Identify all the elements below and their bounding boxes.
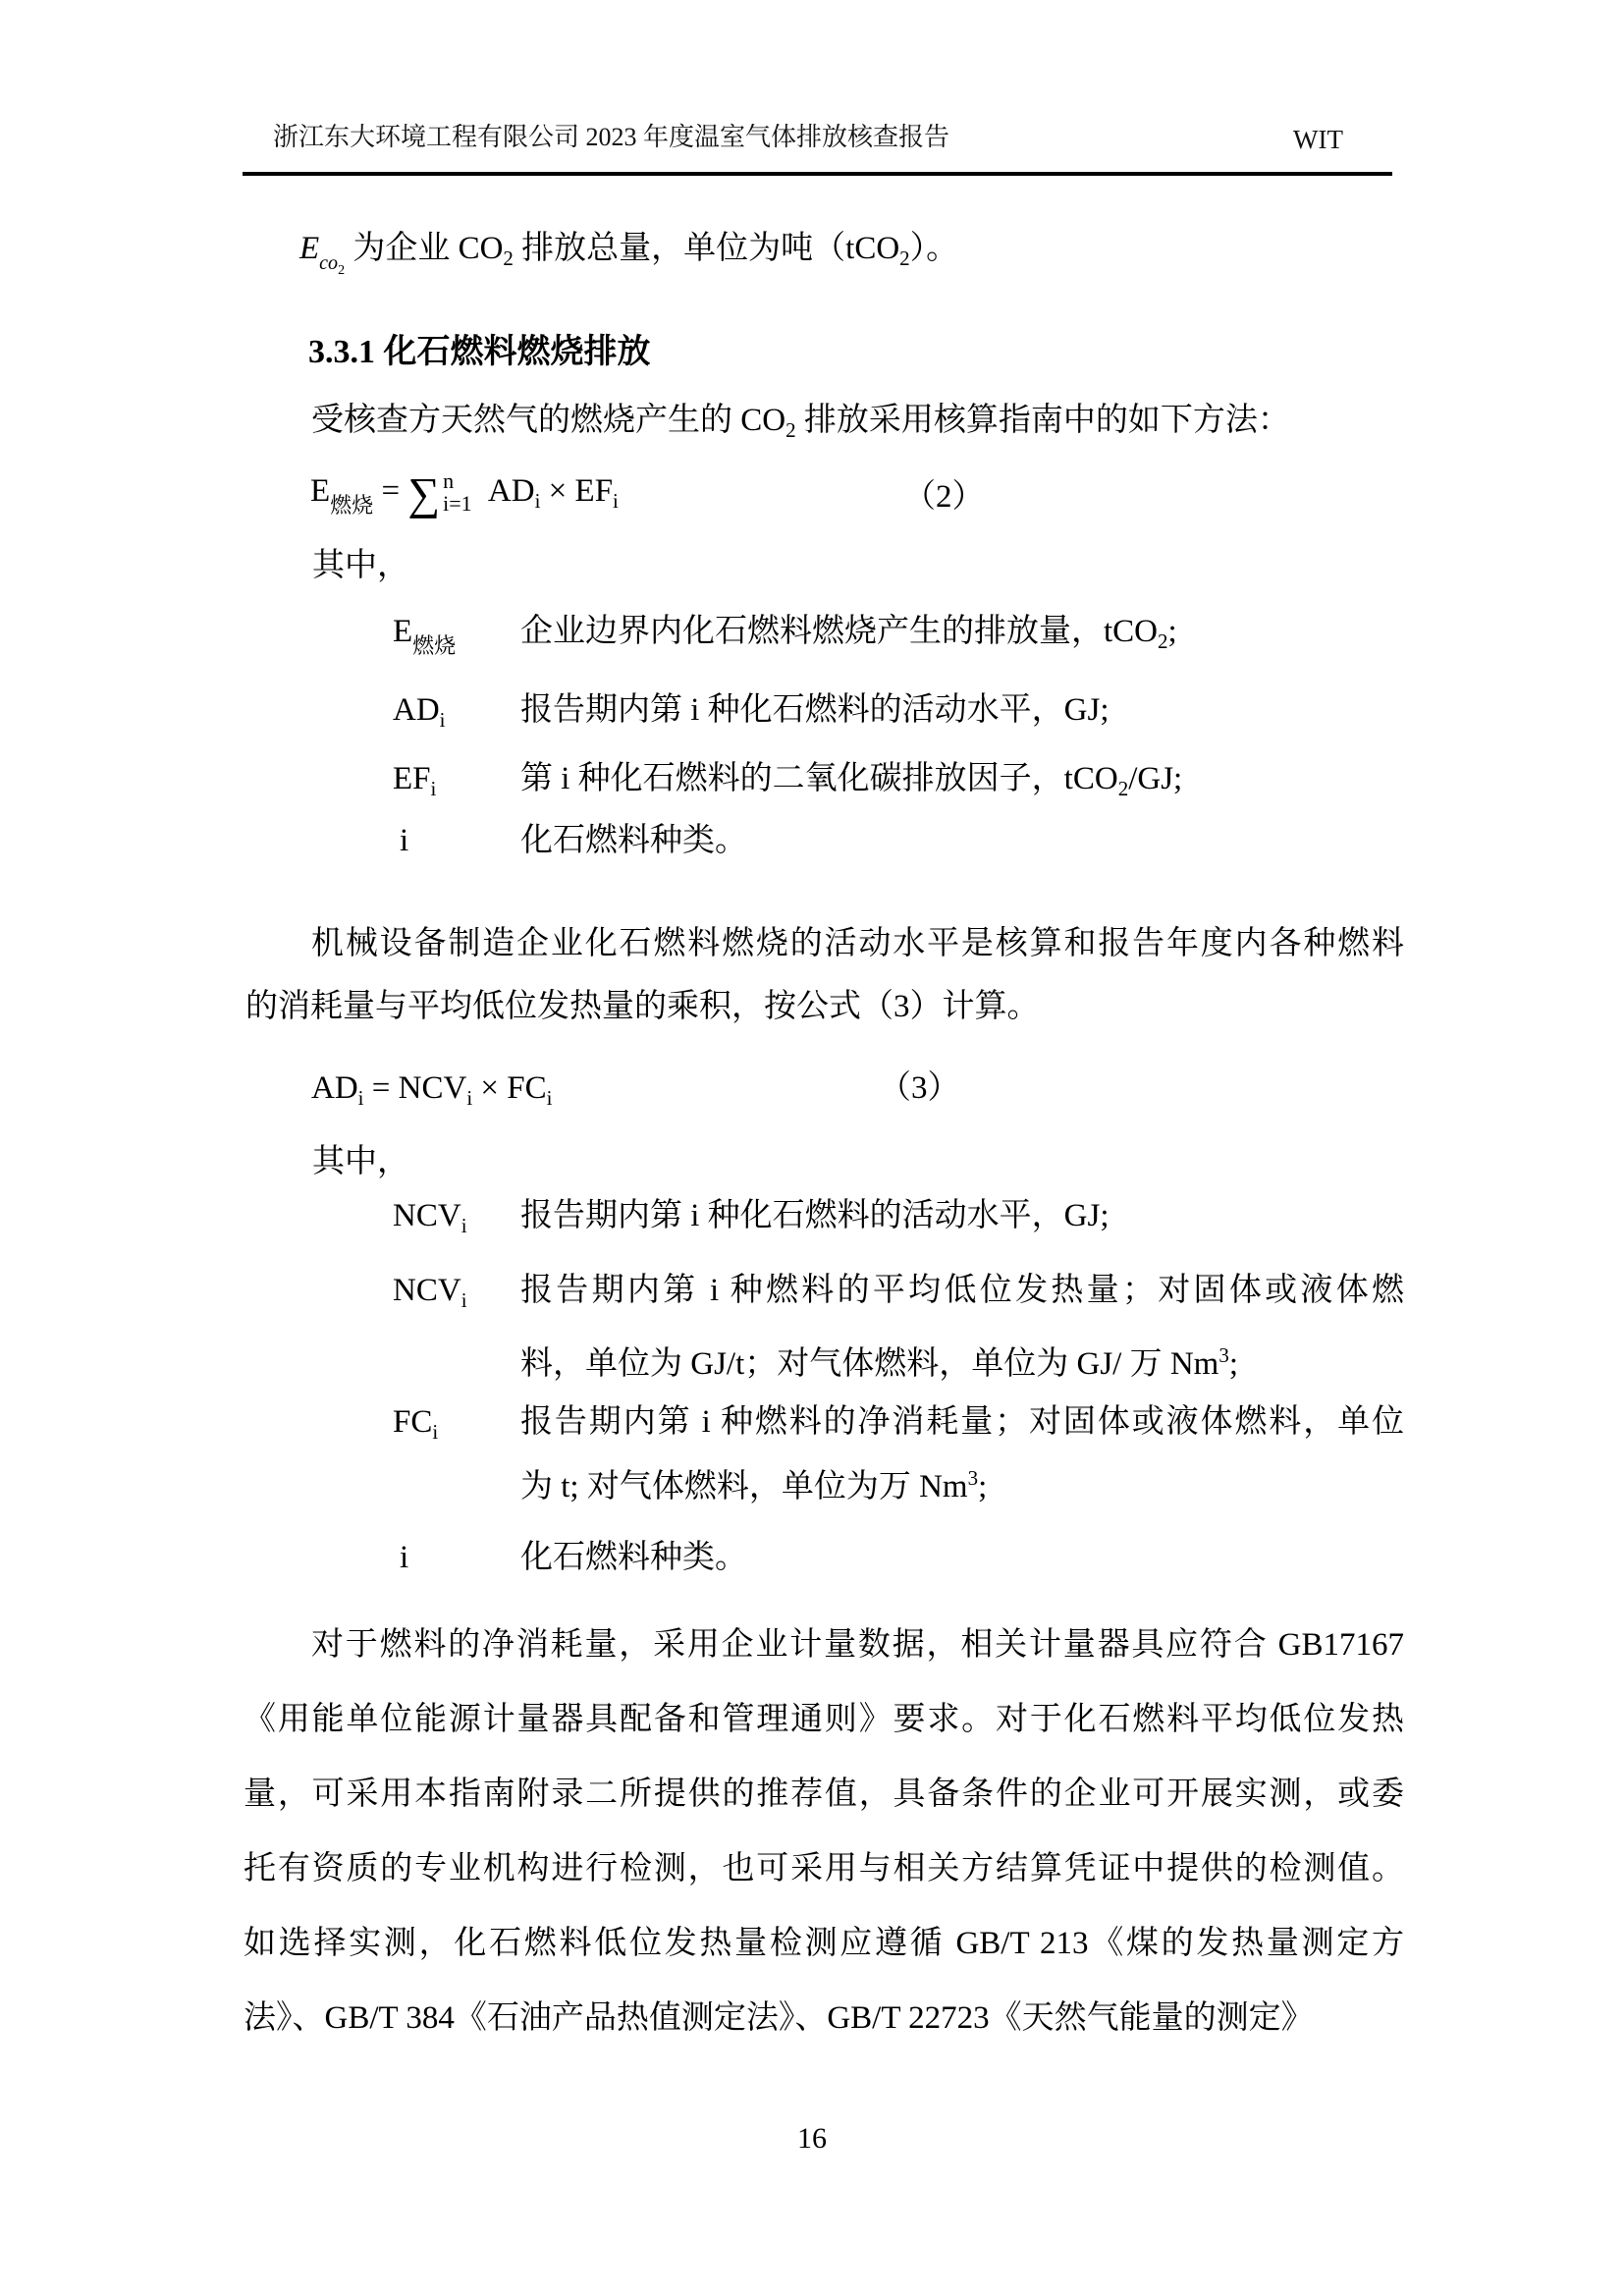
formula-burn-ad: AD bbox=[487, 473, 535, 510]
final-paragraph-line-2: 《用能单位能源计量器具配备和管理通则》要求。对于化石燃料平均低位发热 bbox=[244, 1702, 1404, 1737]
activity-paragraph-line-1: 机械设备制造企业化石燃料燃烧的活动水平是核算和报告年度内各种燃料 bbox=[311, 926, 1404, 961]
header-code: WIT bbox=[1293, 125, 1343, 154]
header-title: 浙江东大环境工程有限公司 2023 年度温室气体排放核查报告 bbox=[273, 123, 950, 151]
sigma-limit-bottom: i=1 bbox=[443, 491, 472, 517]
def1-def-e-sub: 2 bbox=[1158, 629, 1168, 653]
def1-def-e bbox=[520, 610, 1177, 655]
formula-ad-ncv: NCV bbox=[398, 1070, 467, 1106]
def2-term-ncv1-sub: i bbox=[460, 1214, 467, 1237]
sigma-limit-top: n bbox=[443, 468, 455, 493]
formula-ad-ad: AD bbox=[311, 1070, 358, 1106]
def2-def-ncv1: 报告期内第 i 种化石燃料的活动水平，GJ; bbox=[520, 1198, 1110, 1233]
formula-ad-fc-sub: i bbox=[546, 1086, 553, 1110]
def2-def-fc-line-1: 报告期内第 i 种燃料的净消耗量；对固体或液体燃料，单位 bbox=[520, 1404, 1404, 1440]
def1-def-i: 化石燃料种类。 bbox=[520, 823, 747, 858]
equals-sign: = bbox=[381, 473, 401, 510]
times-sign: × bbox=[548, 473, 568, 510]
def1-term-ef-sub: i bbox=[430, 777, 437, 800]
def2-term-i: i bbox=[400, 1540, 409, 1575]
def2-term-fc-sub: i bbox=[432, 1420, 439, 1444]
def2-def-fc-line-2 bbox=[520, 1464, 987, 1509]
def2-def-i: 化石燃料种类。 bbox=[520, 1540, 747, 1575]
def2-def-fc-line-2-text: 为 t; 对气体燃料，单位为万 Nm bbox=[520, 1469, 968, 1504]
def1-term-e bbox=[393, 610, 456, 661]
intro-sub-1: 2 bbox=[503, 246, 514, 270]
formula-burn-ef-sub: i bbox=[613, 489, 619, 514]
def2-def-fc-line-2-tail: ; bbox=[978, 1469, 988, 1504]
var-e-subscript-2: 2 bbox=[338, 263, 346, 278]
def2-term-ncv2-text: NCV bbox=[393, 1273, 461, 1308]
def1-term-e-text: E bbox=[393, 614, 413, 649]
def1-def-ef-text: 第 i 种化石燃料的二氧化碳排放因子，tCO bbox=[520, 761, 1118, 796]
intro-text-2: 排放总量，单位为吨（tCO bbox=[513, 231, 900, 266]
formula-burn-e-sub: 燃烧 bbox=[330, 493, 374, 519]
formula-ad-times: × bbox=[480, 1070, 500, 1106]
def1-def-e-tail: ; bbox=[1167, 614, 1177, 649]
def2-term-ncv2-sub: i bbox=[460, 1288, 467, 1312]
final-paragraph-line-1: 对于燃料的净消耗量，采用企业计量数据，相关计量器具应符合 GB17167 bbox=[311, 1627, 1404, 1663]
header-rule bbox=[243, 172, 1392, 176]
def1-term-ad-sub: i bbox=[439, 708, 446, 732]
intro-text-3: ）。 bbox=[909, 231, 959, 266]
formula-ad-number: （3） bbox=[879, 1070, 960, 1106]
def2-term-ncv1-text: NCV bbox=[393, 1198, 461, 1233]
def2-term-ncv1 bbox=[393, 1194, 467, 1239]
method-paragraph bbox=[311, 399, 1290, 444]
def2-def-ncv2-line-1: 报告期内第 i 种燃料的平均低位发热量；对固体或液体燃 bbox=[520, 1273, 1404, 1308]
def1-def-e-text: 企业边界内化石燃料燃烧产生的排放量，tCO bbox=[520, 614, 1159, 649]
formula-ad-ncv-sub: i bbox=[466, 1086, 473, 1110]
formula-ad-equals: = bbox=[371, 1070, 391, 1106]
intro-text-1: 为企业 CO bbox=[345, 231, 504, 266]
formula-burn bbox=[310, 469, 619, 520]
formula-burn-e: E bbox=[310, 473, 331, 510]
formula-ad-fc: FC bbox=[507, 1070, 547, 1106]
def1-term-i: i bbox=[400, 823, 409, 858]
sigma-symbol: ∑ bbox=[407, 468, 441, 519]
intro-sub-2: 2 bbox=[899, 246, 910, 270]
def2-term-fc-text: FC bbox=[393, 1404, 433, 1440]
final-paragraph-line-5: 如选择实测，化石燃料低位发热量检测应遵循 GB/T 213《煤的发热量测定方 bbox=[244, 1926, 1404, 1961]
formula-ad-ad-sub: i bbox=[357, 1086, 364, 1110]
sigma-limits bbox=[443, 469, 472, 515]
method-sub: 2 bbox=[785, 418, 796, 442]
def1-def-ad: 报告期内第 i 种化石燃料的活动水平，GJ; bbox=[520, 692, 1110, 728]
final-paragraph-line-4: 托有资质的专业机构进行检测，也可采用与相关方结算凭证中提供的检测值。 bbox=[244, 1851, 1404, 1886]
formula-burn-number: （2） bbox=[903, 479, 985, 515]
def1-term-ef bbox=[393, 757, 436, 802]
page-number: 16 bbox=[797, 2122, 827, 2155]
def1-def-ef bbox=[520, 757, 1182, 802]
formula-burn-ad-sub: i bbox=[534, 489, 541, 514]
def2-def-ncv2-line-2-tail: ; bbox=[1228, 1346, 1239, 1382]
def1-term-ad bbox=[393, 688, 446, 734]
section-heading: 3.3.1 化石燃料燃烧排放 bbox=[308, 334, 651, 370]
formula-ad bbox=[311, 1066, 553, 1112]
def1-def-ef-sub: 2 bbox=[1117, 777, 1129, 800]
where-label-2: 其中， bbox=[312, 1144, 409, 1179]
where-label-1: 其中， bbox=[312, 548, 409, 583]
def1-term-ad-text: AD bbox=[393, 692, 440, 728]
method-text-2: 排放采用核算指南中的如下方法： bbox=[795, 403, 1290, 438]
var-e-subscript: co bbox=[319, 252, 339, 274]
final-paragraph-line-6: 法》、GB/T 384《石油产品热值测定法》、GB/T 22723《天然气能量的测定》 bbox=[244, 2000, 1314, 2036]
formula-burn-ef: EF bbox=[574, 473, 614, 510]
final-paragraph-line-3: 量，可采用本指南附录二所提供的推荐值，具备条件的企业可开展实测，或委 bbox=[244, 1777, 1404, 1812]
def1-def-ef-tail: /GJ; bbox=[1128, 761, 1183, 796]
def1-term-ef-text: EF bbox=[393, 761, 431, 796]
intro-line bbox=[299, 227, 958, 281]
def2-ncv2-superscript: 3 bbox=[1218, 1343, 1229, 1367]
method-text-1: 受核查方天然气的燃烧产生的 CO bbox=[311, 403, 786, 438]
def2-def-ncv2-line-2 bbox=[520, 1341, 1238, 1387]
def2-fc-superscript: 3 bbox=[967, 1466, 979, 1490]
def2-term-fc bbox=[393, 1400, 438, 1446]
def2-term-ncv2 bbox=[393, 1269, 467, 1314]
def2-def-ncv2-line-2-text: 料，单位为 GJ/t；对气体燃料，单位为 GJ/ 万 Nm bbox=[520, 1346, 1219, 1382]
var-e: E bbox=[299, 231, 320, 266]
def1-term-e-sub: 燃烧 bbox=[412, 633, 457, 658]
activity-paragraph-line-2: 的消耗量与平均低位发热量的乘积，按公式（3）计算。 bbox=[245, 989, 1040, 1024]
